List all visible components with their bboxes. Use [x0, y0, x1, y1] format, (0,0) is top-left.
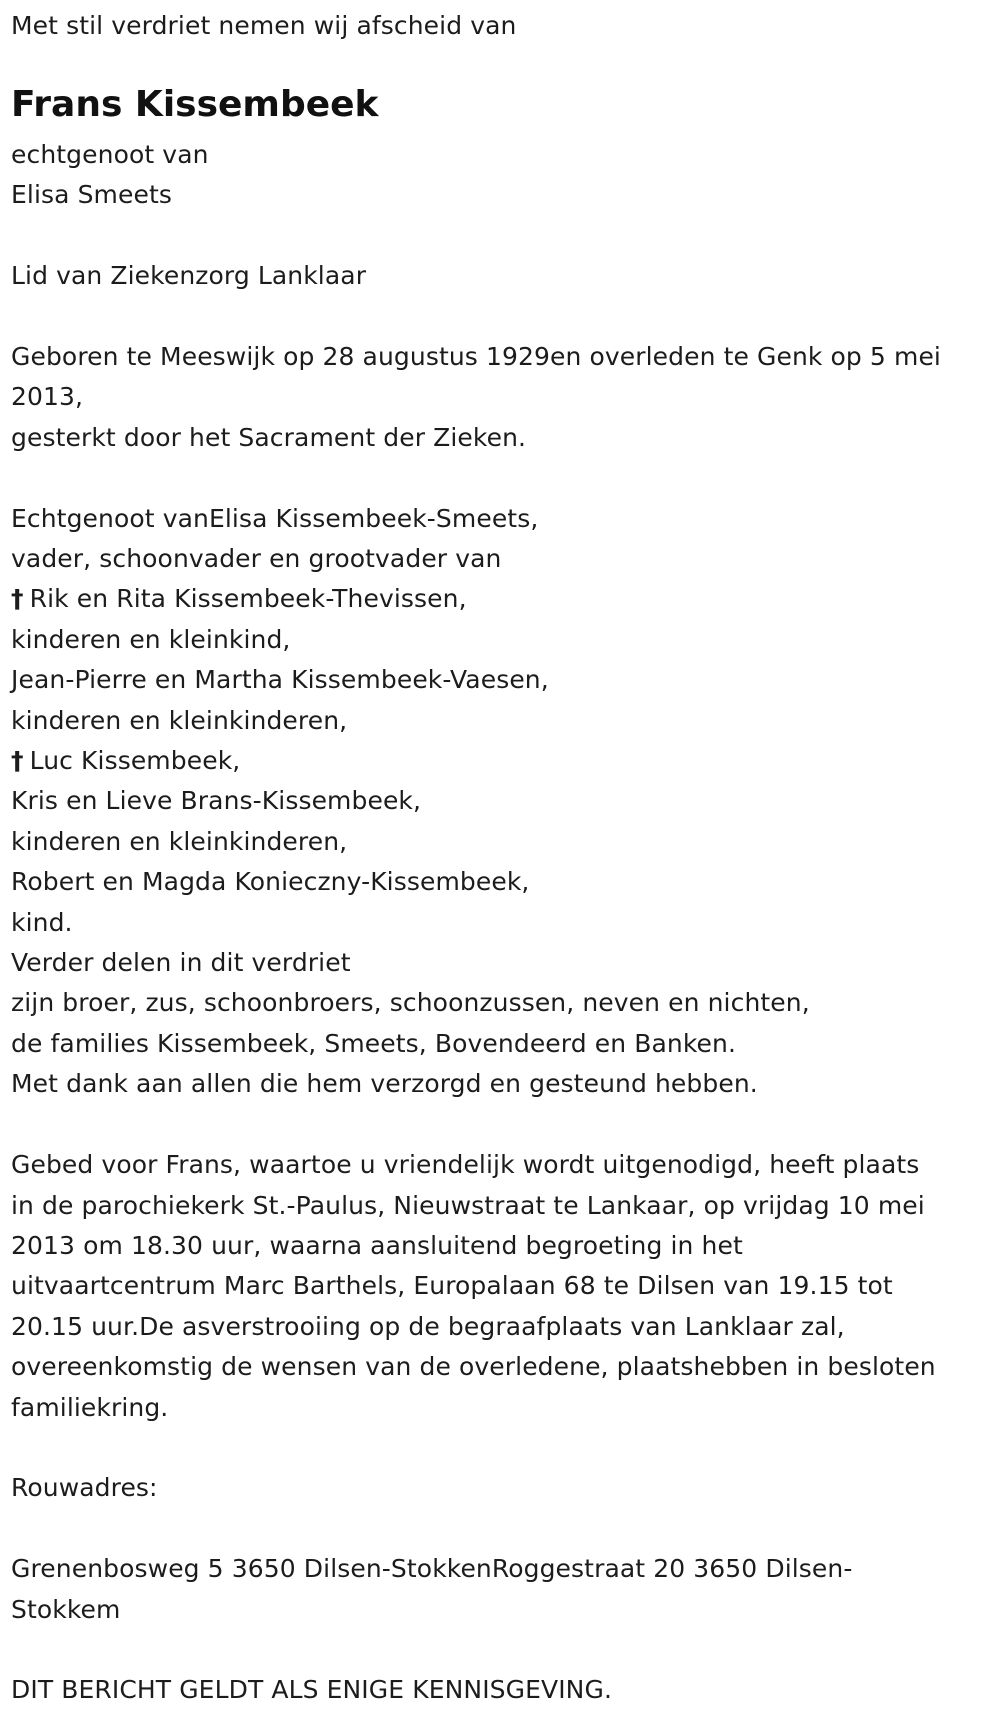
spouse-relation: echtgenoot van — [11, 140, 209, 169]
address-label: Rouwadres: — [11, 1473, 158, 1503]
spacer — [11, 1428, 996, 1468]
spouse-name: Elisa Smeets — [11, 180, 172, 210]
service-line: 20.15 uur.De asverstrooiing op de begraafplaats van Lanklaar zal, — [11, 1311, 845, 1341]
service-line: Gebed voor Frans, waartoe u vriendelijk wordt uitgenodigd, heeft plaats — [11, 1150, 920, 1180]
cross-icon: † — [11, 746, 24, 776]
spacer — [11, 1105, 996, 1145]
birth-death-line-2: 2013, — [11, 382, 84, 412]
birth-death-line-1: Geboren te Meeswijk op 28 augustus 1929en overleden te Genk op 5 mei — [11, 342, 941, 371]
family-entry-text: Rik en Rita Kissembeek-Thevissen, — [29, 584, 467, 614]
intro-text: Met stil verdriet nemen wij afscheid van — [11, 11, 517, 40]
family-closing-line: de families Kissembeek, Smeets, Bovendeerd en Banken. — [11, 1028, 736, 1058]
service-line: in de parochiekerk St.-Paulus, Nieuwstraat te Lankaar, op vrijdag 10 mei — [11, 1190, 925, 1220]
family-entry-text: Luc Kissembeek, — [29, 746, 241, 776]
membership: Lid van Ziekenzorg Lanklaar — [11, 261, 367, 291]
spacer — [11, 1630, 996, 1670]
family-entry: kind. — [11, 907, 73, 937]
family-entry — [11, 579, 996, 619]
spacer — [11, 1509, 996, 1549]
birth-death-line-3: gesterkt door het Sacrament der Zieken. — [11, 422, 527, 452]
family-entry: Robert en Magda Konieczny-Kissembeek, — [11, 867, 530, 897]
family-entry: kinderen en kleinkinderen, — [11, 826, 348, 856]
address-line-1: Grenenbosweg 5 3650 Dilsen-StokkenRoggestraat 20 3650 Dilsen- — [11, 1554, 853, 1584]
cross-icon: † — [11, 584, 24, 614]
service-line: overeenkomstig de wensen van de overledene, plaatshebben in besloten — [11, 1352, 936, 1382]
address-line-2: Stokkem — [11, 1594, 121, 1624]
family-entry: kinderen en kleinkind, — [11, 624, 291, 654]
deceased-name: Frans Kissembeek — [11, 84, 379, 125]
family-father-line: vader, schoonvader en grootvader van — [11, 544, 502, 574]
service-line: 2013 om 18.30 uur, waarna aansluitend begroeting in het — [11, 1230, 743, 1260]
family-entry: Jean-Pierre en Martha Kissembeek-Vaesen, — [11, 665, 549, 695]
spacer — [11, 216, 996, 256]
family-closing-line: zijn broer, zus, schoonbroers, schoonzussen, neven en nichten, — [11, 988, 810, 1018]
family-entry: kinderen en kleinkinderen, — [11, 705, 348, 735]
spacer — [11, 297, 996, 337]
family-entry: Kris en Lieve Brans-Kissembeek, — [11, 786, 422, 816]
family-closing-line: Verder delen in dit verdriet — [11, 948, 351, 978]
spacer — [11, 458, 996, 498]
family-entry — [11, 741, 996, 781]
service-line: familiekring. — [11, 1392, 169, 1422]
family-closing-line: Met dank aan allen die hem verzorgd en gesteund hebben. — [11, 1069, 758, 1099]
obituary-body — [11, 135, 996, 1711]
notice-text: DIT BERICHT GELDT ALS ENIGE KENNISGEVING. — [11, 1675, 612, 1705]
service-line: uitvaartcentrum Marc Barthels, Europalaan 68 te Dilsen van 19.15 tot — [11, 1271, 893, 1301]
family-spouse-line: Echtgenoot vanElisa Kissembeek-Smeets, — [11, 503, 539, 533]
